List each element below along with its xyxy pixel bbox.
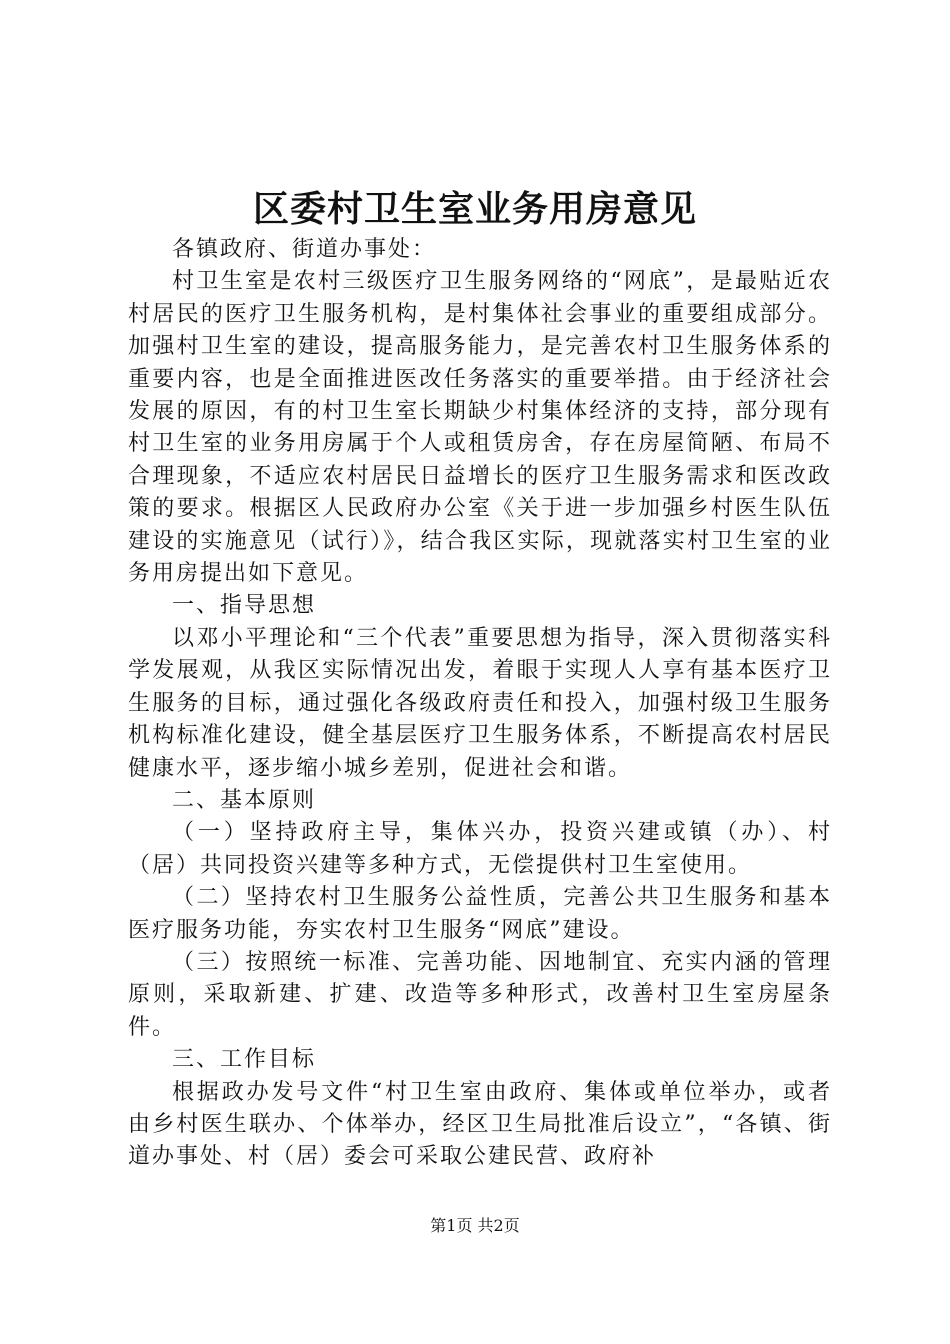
page-number-footer: 第1页 共2页 [430,1216,520,1235]
intro-paragraph: 村卫生室是农村三级医疗卫生服务网络的“网底”，是最贴近农村居民的医疗卫生服务机构，是村集体社会事业的重要组成部分。加强村卫生室的建设，提高服务能力，是完善农村卫生服务体系的重要内容，也是全面推进医改任务落实的重要举措。由于经济社会发展的原因，有的村卫生室长期缺少村集体经济的支持，部分现有村卫生室的业务用房属于个人或租赁房舍，存在房屋简陋、布局不合理现象，不适应农村居民日益增长的医疗卫生服务需求和医改政策的要求。根据区人民政府办公室《关于进一步加强乡村医生队伍建设的实施意见（试行）》，结合我区实际，现就落实村卫生室的业务用房提出如下意见。 [128,269,832,587]
section-heading-work-goals: 三、工作目标 [172,1047,317,1073]
document-body [128,234,832,1174]
section-heading-basic-principles: 二、基本原则 [172,787,317,813]
guiding-thought-paragraph: 以邓小平理论和“三个代表”重要思想为指导，深入贯彻落实科学发展观，从我区实际情况出发，着眼于实现人人享有基本医疗卫生服务的目标，通过强化各级政府责任和投入，加强村级卫生服务机构标准化建设，健全基层医疗卫生服务体系，不断提高农村居民健康水平，逐步缩小城乡差别，促进社会和谐。 [128,625,832,781]
work-goals-paragraph: 根据政办发号文件“村卫生室由政府、集体或单位举办，或者由乡村医生联办、个体举办，经区卫生局批准后设立”，“各镇、街道办事处、村（居）委会可采取公建民营、政府补 [128,1079,832,1170]
section-heading-guiding-thought: 一、指导思想 [172,593,317,619]
principle-2-paragraph: （二）坚持农村卫生服务公益性质，完善公共卫生服务和基本医疗服务功能，夯实农村卫生服务“网底”建设。 [128,885,832,943]
principle-1-paragraph: （一）坚持政府主导，集体兴办，投资兴建或镇（办）、村（居）共同投资兴建等多种方式，无偿提供村卫生室使用。 [128,820,832,878]
principle-3-paragraph: （三）按照统一标准、完善功能、因地制宜、充实内涵的管理原则，采取新建、扩建、改造等多种形式，改善村卫生室房屋条件。 [128,949,832,1040]
document-title: 区委村卫生室业务用房意见 [252,188,697,230]
salutation: 各镇政府、街道办事处： [172,237,437,262]
